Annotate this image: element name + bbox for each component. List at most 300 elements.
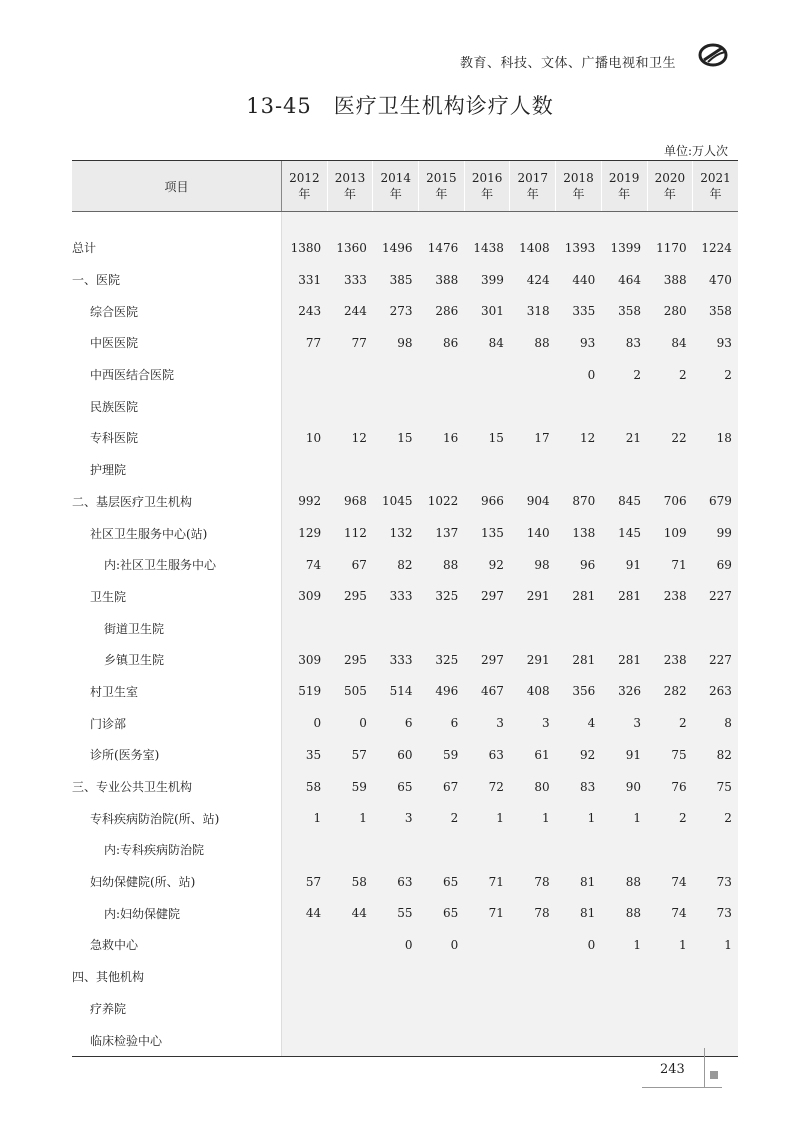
table-cell bbox=[419, 993, 465, 1025]
table-row bbox=[72, 897, 738, 929]
table-cell bbox=[327, 454, 373, 486]
table-row bbox=[72, 707, 738, 739]
table-cell bbox=[510, 961, 556, 993]
table-cell: 333 bbox=[373, 581, 419, 613]
table-cell bbox=[647, 961, 693, 993]
table-cell: 88 bbox=[601, 866, 647, 898]
table-cell: 88 bbox=[601, 897, 647, 929]
table-cell: 88 bbox=[419, 549, 465, 581]
table-cell bbox=[464, 961, 510, 993]
table-cell: 15 bbox=[373, 422, 419, 454]
table-cell: 496 bbox=[419, 676, 465, 708]
table-cell: 74 bbox=[647, 866, 693, 898]
column-header-year: 2020 年 bbox=[647, 161, 693, 212]
table-cell: 1224 bbox=[693, 232, 738, 264]
table-cell: 356 bbox=[556, 676, 602, 708]
table-cell: 93 bbox=[556, 327, 602, 359]
table-cell: 78 bbox=[510, 866, 556, 898]
table-cell: 129 bbox=[282, 517, 328, 549]
yearbook-logo-icon bbox=[698, 42, 728, 68]
table-cell bbox=[464, 390, 510, 422]
table-cell: 78 bbox=[510, 897, 556, 929]
row-label: 急救中心 bbox=[90, 938, 139, 953]
table-cell: 291 bbox=[510, 581, 556, 613]
table-cell bbox=[601, 454, 647, 486]
table-cell: 57 bbox=[327, 739, 373, 771]
table-cell: 1408 bbox=[510, 232, 556, 264]
table-cell: 0 bbox=[327, 707, 373, 739]
table-row bbox=[72, 295, 738, 327]
row-label: 专科疾病防治院(所、站) bbox=[90, 811, 220, 826]
table-cell: 0 bbox=[556, 359, 602, 391]
table-cell bbox=[327, 961, 373, 993]
table-cell bbox=[327, 834, 373, 866]
page-title bbox=[0, 90, 800, 120]
table-cell bbox=[373, 454, 419, 486]
table-cell bbox=[510, 1024, 556, 1056]
table-cell: 93 bbox=[693, 327, 738, 359]
table-cell: 84 bbox=[647, 327, 693, 359]
table-title: 医疗卫生机构诊疗人数 bbox=[333, 94, 554, 118]
table-cell: 15 bbox=[464, 422, 510, 454]
table-row bbox=[72, 929, 738, 961]
table-row bbox=[72, 676, 738, 708]
table-row bbox=[72, 232, 738, 264]
table-cell: 92 bbox=[556, 739, 602, 771]
table-cell: 281 bbox=[601, 581, 647, 613]
table-cell: 81 bbox=[556, 866, 602, 898]
table-cell bbox=[647, 834, 693, 866]
table-cell: 2 bbox=[693, 802, 738, 834]
column-header-year: 2019 年 bbox=[601, 161, 647, 212]
table-cell bbox=[464, 993, 510, 1025]
table-cell: 44 bbox=[282, 897, 328, 929]
table-cell bbox=[464, 1024, 510, 1056]
table-cell: 65 bbox=[419, 866, 465, 898]
table-cell: 399 bbox=[464, 264, 510, 296]
table-cell: 86 bbox=[419, 327, 465, 359]
table-cell bbox=[647, 390, 693, 422]
table-cell bbox=[327, 390, 373, 422]
table-cell: 505 bbox=[327, 676, 373, 708]
column-header-year: 2015 年 bbox=[419, 161, 465, 212]
table-cell: 58 bbox=[327, 866, 373, 898]
table-cell: 388 bbox=[647, 264, 693, 296]
table-cell: 291 bbox=[510, 644, 556, 676]
table-cell bbox=[373, 834, 419, 866]
table-cell: 297 bbox=[464, 644, 510, 676]
spacer-cell bbox=[373, 212, 419, 233]
table-cell: 408 bbox=[510, 676, 556, 708]
table-cell: 464 bbox=[601, 264, 647, 296]
column-header-year: 2016 年 bbox=[464, 161, 510, 212]
spacer-cell bbox=[464, 212, 510, 233]
table-cell: 440 bbox=[556, 264, 602, 296]
table-cell bbox=[647, 612, 693, 644]
table-cell: 335 bbox=[556, 295, 602, 327]
table-cell: 71 bbox=[464, 866, 510, 898]
table-cell: 0 bbox=[282, 707, 328, 739]
spacer-cell bbox=[510, 212, 556, 233]
table-cell bbox=[693, 390, 738, 422]
table-cell: 227 bbox=[693, 644, 738, 676]
table-cell bbox=[282, 454, 328, 486]
table-cell bbox=[510, 390, 556, 422]
table-cell bbox=[419, 961, 465, 993]
table-cell: 325 bbox=[419, 581, 465, 613]
table-header-row bbox=[72, 161, 738, 212]
table-cell: 301 bbox=[464, 295, 510, 327]
row-label: 乡镇卫生院 bbox=[104, 653, 165, 668]
table-cell: 8 bbox=[693, 707, 738, 739]
row-label: 社区卫生服务中心(站) bbox=[90, 526, 208, 541]
column-header-year: 2021 年 bbox=[693, 161, 738, 212]
table-cell: 61 bbox=[510, 739, 556, 771]
table-cell: 385 bbox=[373, 264, 419, 296]
table-cell: 281 bbox=[556, 581, 602, 613]
table-cell: 309 bbox=[282, 644, 328, 676]
table-cell: 238 bbox=[647, 581, 693, 613]
table-cell: 0 bbox=[373, 929, 419, 961]
table-cell: 3 bbox=[373, 802, 419, 834]
table-cell bbox=[601, 390, 647, 422]
table-cell bbox=[510, 993, 556, 1025]
table-cell: 333 bbox=[327, 264, 373, 296]
table-row bbox=[72, 961, 738, 993]
row-label: 街道卫生院 bbox=[104, 621, 165, 636]
table-cell: 22 bbox=[647, 422, 693, 454]
table-cell bbox=[510, 612, 556, 644]
data-table-container bbox=[72, 160, 732, 1057]
table-cell: 3 bbox=[464, 707, 510, 739]
table-row bbox=[72, 644, 738, 676]
table-cell: 280 bbox=[647, 295, 693, 327]
table-cell: 519 bbox=[282, 676, 328, 708]
table-cell: 72 bbox=[464, 771, 510, 803]
table-cell: 75 bbox=[647, 739, 693, 771]
table-cell: 281 bbox=[601, 644, 647, 676]
table-cell: 88 bbox=[510, 327, 556, 359]
table-cell: 59 bbox=[327, 771, 373, 803]
column-header-year: 2017 年 bbox=[510, 161, 556, 212]
table-cell: 309 bbox=[282, 581, 328, 613]
table-cell: 333 bbox=[373, 644, 419, 676]
table-cell: 59 bbox=[419, 739, 465, 771]
table-cell bbox=[510, 834, 556, 866]
table-cell: 2 bbox=[647, 707, 693, 739]
table-cell bbox=[693, 834, 738, 866]
table-row bbox=[72, 327, 738, 359]
table-cell: 69 bbox=[693, 549, 738, 581]
table-cell: 16 bbox=[419, 422, 465, 454]
table-cell bbox=[282, 929, 328, 961]
table-cell: 67 bbox=[419, 771, 465, 803]
row-label: 四、其他机构 bbox=[72, 970, 145, 985]
table-row bbox=[72, 771, 738, 803]
table-number: 13-45 bbox=[246, 94, 312, 118]
table-cell: 273 bbox=[373, 295, 419, 327]
table-cell: 74 bbox=[647, 897, 693, 929]
table-cell: 470 bbox=[693, 264, 738, 296]
table-cell bbox=[647, 993, 693, 1025]
table-cell bbox=[327, 359, 373, 391]
table-cell bbox=[282, 359, 328, 391]
chapter-header: 教育、科技、文体、广播电视和卫生 bbox=[459, 56, 676, 71]
table-row bbox=[72, 993, 738, 1025]
footer-divider-horizontal bbox=[642, 1087, 722, 1088]
table-cell bbox=[556, 834, 602, 866]
table-spacer-row bbox=[72, 212, 738, 233]
table-cell: 282 bbox=[647, 676, 693, 708]
table-cell: 132 bbox=[373, 517, 419, 549]
column-header-year: 2014 年 bbox=[373, 161, 419, 212]
column-header-year: 2013 年 bbox=[327, 161, 373, 212]
table-cell: 98 bbox=[510, 549, 556, 581]
table-cell: 358 bbox=[601, 295, 647, 327]
table-cell: 91 bbox=[601, 549, 647, 581]
table-cell bbox=[282, 1024, 328, 1056]
table-cell: 2 bbox=[647, 802, 693, 834]
table-cell: 679 bbox=[693, 486, 738, 518]
column-header-year: 2018 年 bbox=[556, 161, 602, 212]
table-cell: 18 bbox=[693, 422, 738, 454]
table-cell: 63 bbox=[464, 739, 510, 771]
table-cell: 71 bbox=[464, 897, 510, 929]
spacer-cell bbox=[327, 212, 373, 233]
footer-square-icon bbox=[710, 1071, 718, 1079]
table-row bbox=[72, 802, 738, 834]
table-row bbox=[72, 390, 738, 422]
table-cell bbox=[693, 1024, 738, 1056]
table-cell: 467 bbox=[464, 676, 510, 708]
table-cell: 112 bbox=[327, 517, 373, 549]
row-label: 专科医院 bbox=[90, 431, 139, 446]
table-cell: 60 bbox=[373, 739, 419, 771]
table-cell: 6 bbox=[419, 707, 465, 739]
table-cell bbox=[327, 993, 373, 1025]
table-cell: 424 bbox=[510, 264, 556, 296]
row-label: 妇幼保健院(所、站) bbox=[90, 875, 196, 890]
table-cell bbox=[282, 390, 328, 422]
table-cell bbox=[419, 454, 465, 486]
row-label: 总计 bbox=[72, 241, 97, 256]
table-cell bbox=[693, 961, 738, 993]
table-cell: 1476 bbox=[419, 232, 465, 264]
table-cell: 281 bbox=[556, 644, 602, 676]
row-label: 二、基层医疗卫生机构 bbox=[72, 494, 193, 509]
table-cell: 968 bbox=[327, 486, 373, 518]
table-cell bbox=[327, 929, 373, 961]
table-cell: 244 bbox=[327, 295, 373, 327]
page-number: 243 bbox=[660, 1062, 685, 1077]
table-cell: 358 bbox=[693, 295, 738, 327]
table-cell bbox=[556, 612, 602, 644]
table-cell: 80 bbox=[510, 771, 556, 803]
table-cell: 1360 bbox=[327, 232, 373, 264]
table-cell: 992 bbox=[282, 486, 328, 518]
table-cell bbox=[373, 993, 419, 1025]
table-cell: 2 bbox=[601, 359, 647, 391]
table-row bbox=[72, 264, 738, 296]
table-cell: 35 bbox=[282, 739, 328, 771]
row-label: 疗养院 bbox=[90, 1001, 127, 1016]
table-cell: 73 bbox=[693, 866, 738, 898]
table-cell bbox=[464, 454, 510, 486]
row-label: 村卫生室 bbox=[90, 684, 139, 699]
row-label: 三、专业公共卫生机构 bbox=[72, 780, 193, 795]
spacer-cell bbox=[693, 212, 738, 233]
row-label: 民族医院 bbox=[90, 399, 139, 414]
table-cell: 55 bbox=[373, 897, 419, 929]
table-cell: 91 bbox=[601, 739, 647, 771]
table-cell: 1 bbox=[327, 802, 373, 834]
table-cell: 98 bbox=[373, 327, 419, 359]
table-cell bbox=[373, 612, 419, 644]
table-cell: 6 bbox=[373, 707, 419, 739]
table-cell: 3 bbox=[601, 707, 647, 739]
table-cell bbox=[419, 1024, 465, 1056]
table-cell bbox=[327, 1024, 373, 1056]
table-cell bbox=[556, 454, 602, 486]
table-cell: 73 bbox=[693, 897, 738, 929]
table-cell bbox=[419, 834, 465, 866]
table-cell: 76 bbox=[647, 771, 693, 803]
table-row bbox=[72, 739, 738, 771]
table-cell: 82 bbox=[693, 739, 738, 771]
table-cell: 706 bbox=[647, 486, 693, 518]
table-cell: 83 bbox=[601, 327, 647, 359]
spacer-cell bbox=[419, 212, 465, 233]
table-row bbox=[72, 517, 738, 549]
table-cell bbox=[373, 359, 419, 391]
table-cell: 82 bbox=[373, 549, 419, 581]
table-row bbox=[72, 549, 738, 581]
table-cell: 65 bbox=[419, 897, 465, 929]
table-cell: 140 bbox=[510, 517, 556, 549]
table-cell bbox=[601, 612, 647, 644]
table-cell: 325 bbox=[419, 644, 465, 676]
table-cell: 295 bbox=[327, 644, 373, 676]
table-row bbox=[72, 612, 738, 644]
table-cell: 966 bbox=[464, 486, 510, 518]
table-cell bbox=[373, 1024, 419, 1056]
table-cell: 1 bbox=[464, 802, 510, 834]
unit-label: 单位:万人次 bbox=[663, 144, 728, 158]
table-cell: 0 bbox=[419, 929, 465, 961]
table-cell: 295 bbox=[327, 581, 373, 613]
table-row bbox=[72, 1024, 738, 1056]
table-cell bbox=[510, 454, 556, 486]
table-cell bbox=[419, 390, 465, 422]
table-cell: 904 bbox=[510, 486, 556, 518]
table-cell: 145 bbox=[601, 517, 647, 549]
table-cell: 92 bbox=[464, 549, 510, 581]
table-row bbox=[72, 486, 738, 518]
table-cell: 297 bbox=[464, 581, 510, 613]
row-label: 门诊部 bbox=[90, 716, 127, 731]
table-cell bbox=[556, 993, 602, 1025]
table-cell: 2 bbox=[693, 359, 738, 391]
table-cell: 84 bbox=[464, 327, 510, 359]
table-cell: 514 bbox=[373, 676, 419, 708]
row-label: 一、医院 bbox=[72, 273, 121, 288]
row-label: 诊所(医务室) bbox=[90, 748, 160, 763]
table-cell: 318 bbox=[510, 295, 556, 327]
table-cell: 1438 bbox=[464, 232, 510, 264]
table-cell: 12 bbox=[556, 422, 602, 454]
table-cell: 3 bbox=[510, 707, 556, 739]
table-cell bbox=[693, 993, 738, 1025]
table-cell: 4 bbox=[556, 707, 602, 739]
table-cell: 1 bbox=[556, 802, 602, 834]
row-label: 内:专科疾病防治院 bbox=[104, 843, 205, 858]
table-cell bbox=[282, 993, 328, 1025]
table-cell: 81 bbox=[556, 897, 602, 929]
table-cell: 243 bbox=[282, 295, 328, 327]
table-cell: 57 bbox=[282, 866, 328, 898]
data-table bbox=[72, 160, 738, 1057]
table-cell bbox=[556, 961, 602, 993]
table-cell: 99 bbox=[693, 517, 738, 549]
table-cell: 2 bbox=[647, 359, 693, 391]
table-cell: 0 bbox=[556, 929, 602, 961]
table-cell: 135 bbox=[464, 517, 510, 549]
table-cell: 1 bbox=[601, 929, 647, 961]
table-cell: 2 bbox=[419, 802, 465, 834]
row-label: 临床检验中心 bbox=[72, 1024, 282, 1056]
table-cell: 238 bbox=[647, 644, 693, 676]
table-cell: 388 bbox=[419, 264, 465, 296]
table-cell bbox=[282, 961, 328, 993]
table-cell: 74 bbox=[282, 549, 328, 581]
table-cell: 326 bbox=[601, 676, 647, 708]
row-label: 护理院 bbox=[90, 463, 127, 478]
row-label: 中西医结合医院 bbox=[90, 368, 175, 383]
table-cell: 870 bbox=[556, 486, 602, 518]
table-cell bbox=[327, 612, 373, 644]
table-cell bbox=[647, 1024, 693, 1056]
table-cell: 1 bbox=[647, 929, 693, 961]
table-cell: 10 bbox=[282, 422, 328, 454]
table-cell: 65 bbox=[373, 771, 419, 803]
table-cell bbox=[419, 359, 465, 391]
table-body bbox=[72, 212, 738, 1057]
table-cell: 63 bbox=[373, 866, 419, 898]
spacer-cell bbox=[72, 212, 282, 233]
table-cell bbox=[693, 612, 738, 644]
table-cell: 83 bbox=[556, 771, 602, 803]
row-label: 卫生院 bbox=[90, 589, 127, 604]
table-cell: 77 bbox=[282, 327, 328, 359]
table-cell: 1022 bbox=[419, 486, 465, 518]
table-cell: 1 bbox=[282, 802, 328, 834]
table-cell: 1496 bbox=[373, 232, 419, 264]
row-label: 内:社区卫生服务中心 bbox=[104, 558, 217, 573]
table-cell bbox=[601, 993, 647, 1025]
table-cell bbox=[419, 612, 465, 644]
table-cell: 1380 bbox=[282, 232, 328, 264]
table-cell bbox=[464, 929, 510, 961]
table-cell: 58 bbox=[282, 771, 328, 803]
table-cell: 1 bbox=[601, 802, 647, 834]
table-cell: 90 bbox=[601, 771, 647, 803]
table-row bbox=[72, 454, 738, 486]
table-cell: 137 bbox=[419, 517, 465, 549]
table-cell: 227 bbox=[693, 581, 738, 613]
table-cell: 17 bbox=[510, 422, 556, 454]
table-cell bbox=[282, 612, 328, 644]
table-cell: 67 bbox=[327, 549, 373, 581]
